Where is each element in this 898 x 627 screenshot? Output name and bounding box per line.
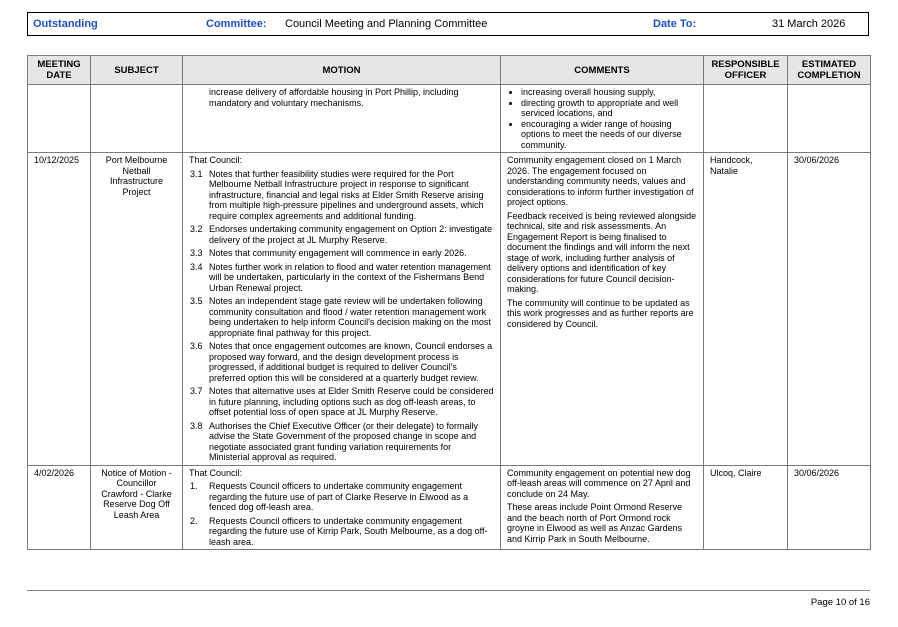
comments-cell [501, 85, 704, 153]
col-estimated-completion: ESTIMATED COMPLETION [788, 56, 871, 85]
motion-item: 3.3 Notes that community engagement will commence in early 2026. [190, 248, 467, 258]
motion-item: 3.6 Notes that once engagement outcomes are known, Council endorses a proposed way forward, and the design development process is progressed, if additional budget is required to deliver Council's preferred option this will be considered at a quarterly budget review. [190, 341, 493, 383]
motion-cell [183, 85, 501, 153]
table-header-row [28, 56, 871, 85]
date-to-label: Date To: [653, 18, 697, 30]
col-meeting-date: MEETING DATE [28, 56, 91, 85]
motion-cell [183, 153, 501, 466]
comments-cell [501, 153, 704, 466]
comment-paragraph: Feedback received is being reviewed alongside technical, site and risk assessments. An Engagement Report is being finalised to document the findings and will inform the next stage of work, including further analysis of delivery options and identification of key considerations for future Council decision-making. [507, 210, 697, 294]
comments-cell [501, 465, 704, 550]
comment-paragraph: These areas include Point Ormond Reserve and the beach north of Port Ormond rock groyne in Elwood as well as Anzac Gardens and Kirrip Park in South Melbourne. [507, 502, 683, 544]
report-header [27, 12, 869, 36]
motion-intro: That Council: [189, 467, 243, 478]
subject: Notice of Motion - Councillor Crawford - Clarke Reserve Dog Off Leash Area [91, 465, 183, 550]
motion-intro: That Council: [189, 155, 243, 165]
committee-value: Council Meeting and Planning Committee [285, 18, 488, 30]
comment-paragraph: Community engagement on potential new dog off-leash areas will commence on 27 April and conclude on 24 May. [507, 467, 691, 499]
motion-item: 3.5 Notes an independent stage gate review will be undertaken following community consultation and flood / water retention management work being undertaken to help inform Council's decision making on the most appropriate final pathway for this project. [190, 296, 491, 338]
table-row [28, 153, 871, 466]
responsible-officer: Handcock, Natalie [704, 153, 788, 466]
motion-item: 3.7 Notes that alternative uses at Elder Smith Reserve could be considered in future planning, including options such as dog off-leash areas, to offset potential loss of open space at JL Murphy Reserve. [190, 386, 494, 417]
col-responsible-officer: RESPONSIBLE OFFICER [704, 56, 788, 85]
estimated-completion: 30/06/2026 [788, 465, 871, 550]
col-comments: COMMENTS [501, 56, 704, 85]
motion-item: 3.8 Authorises the Chief Executive Officer (or their delegate) to formally advise the State Government of the proposed change in scope and negotiate associated grant funding variation requirements for Ministerial approval as required. [190, 420, 478, 462]
subject: Port Melbourne Netball Infrastructure Project [91, 153, 183, 466]
motion-item: 3.1 Notes that further feasibility studies were required for the Port Melbourne Netball Infrastructure project in response to significant infrastructure, financial and legal risks at Elder Smith Reserve arising from multiple high-pressure pipelines and underground assets, which require complex agreements and additional funding. [190, 168, 484, 221]
list-item: • directing growth to appropriate and well serviced locations, and [521, 98, 697, 119]
footer-divider [27, 590, 870, 591]
list-item: • increasing overall housing supply, [521, 87, 697, 98]
motion-cell [183, 465, 501, 550]
list-item: • encouraging a wider range of housing options to meet the needs of our diverse community. [521, 119, 697, 151]
comments-bullet-list [507, 87, 697, 150]
comment-paragraph: The community will continue to be updated as this work progresses and as further reports are considered by Council. [507, 297, 694, 329]
meeting-date: 10/12/2025 [28, 153, 91, 466]
date-to-value: 31 March 2026 [772, 18, 846, 30]
col-motion: MOTION [183, 56, 501, 85]
page-number: Page 10 of 16 [810, 597, 870, 608]
status-label: Outstanding [33, 18, 98, 30]
committee-label: Committee: [206, 18, 267, 30]
motion-item: 3.2 Endorses undertaking community engagement on Option 2: investigate delivery of the project at JL Murphy Reserve. [190, 224, 493, 245]
meeting-date: 4/02/2026 [28, 465, 91, 550]
table-row [28, 465, 871, 550]
motion-item: 3.4 Notes further work in relation to flood and water retention management will be undertaken, particularly in the context of the Fishermans Bend Urban Renewal project. [190, 261, 491, 293]
motion-item: 1. Requests Council officers to undertake community engagement regarding the future use of part of Clarke Reserve in Elwood as a fenced dog off-leash area. [190, 481, 469, 512]
table-row [28, 85, 871, 153]
col-subject: SUBJECT [91, 56, 183, 85]
responsible-officer: Ulcoq, Claire [704, 465, 788, 550]
comment-paragraph: Community engagement closed on 1 March 2026. The engagement focused on understanding community needs, values and considerations to inform further investigation of project options. [507, 155, 694, 207]
actions-table [27, 55, 871, 550]
motion-text: increase delivery of affordable housing in Port Phillip, including mandatory and voluntary mechanisms. [209, 87, 459, 108]
motion-item: 2. Requests Council officers to undertake community engagement regarding the future use of Kirrip Park, South Melbourne, as a dog off-leash area. [190, 515, 488, 547]
estimated-completion: 30/06/2026 [788, 153, 871, 466]
